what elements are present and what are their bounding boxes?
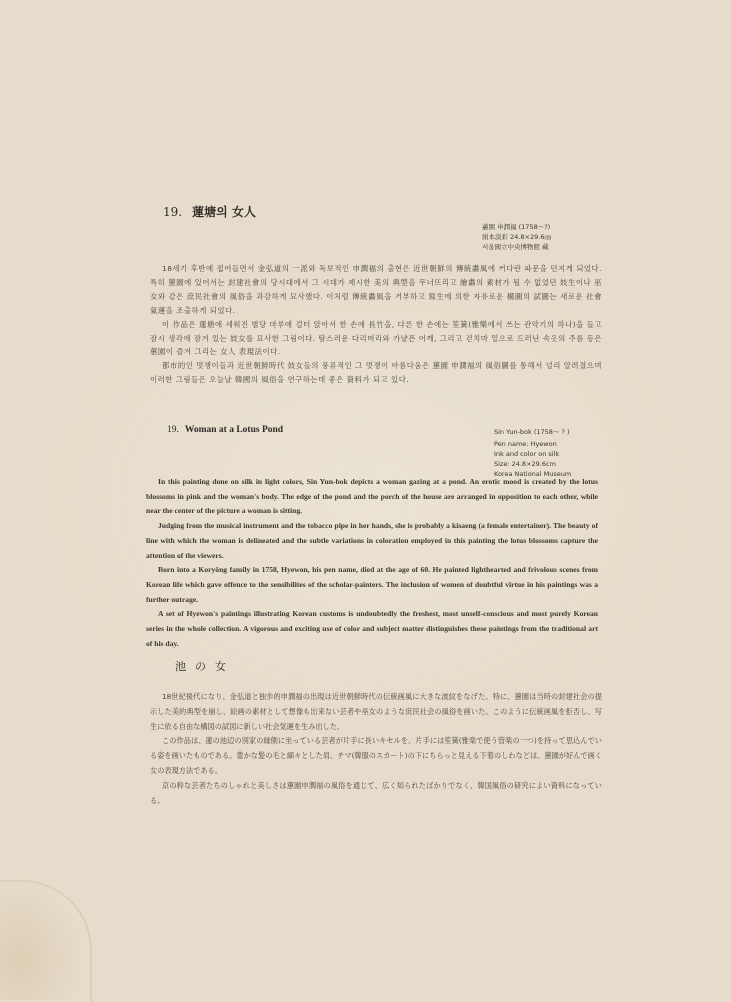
english-title-text: Woman at a Lotus Pond [184,425,284,435]
korean-title-number: 19. [163,205,183,219]
japanese-paragraph: 京の粋な芸者たちのしゃれと美しさは蕙園申潤福の風俗を通じて、広く知られたばかりでなく、韓国風俗の研究によい資料になっている。 [150,780,602,805]
japanese-paragraph: この作品は、蓮の池辺の別家の縁側に坐っている芸者が片手に長いキセルを、片手には笙簧(雅楽で使う管楽の一つ)を持って思込んでいる姿を画いたものである。豊かな髪の毛と細々とした肩、チマ(韓服のスカート)の下にちらっと見える下着のしわなどは、蕙園が好んで画く女の表現方法である。 [150,736,602,775]
english-credit-collection: Korea National Museum [494,470,572,478]
english-title-number: 19. [167,425,179,435]
japanese-paragraph: 18世紀後代になり、金弘道と独歩的申潤福の出現は近世朝鮮時代の伝統画風に大きな波紋をなげた。特に、蕙園は当時の封建社会の提示した美的典型を崩し、絵画の素材として想像も出来ない芸者や巫女のような庶民社会の風俗を画いた。このように伝統画風を拒否し、写生に依る自由な構図の試図に新しい社会気運を生み出した。 [150,692,602,731]
korean-credit-medium: 絹本淡彩 24.8×29.6㎝ [482,233,551,241]
korean-paragraph: 都市的인 멋쟁이들과 近世朝鮮時代 妓女들의 풍류적인 그 멋쟁이 아름다움은 蕙園 申潤福의 風俗圖를 통해서 널리 알려졌으며 이러한 그림들은 오늘날 韓國의 風俗을 연구하는데 좋은 資料가 되고 있다. [150,361,602,385]
korean-title [163,203,256,220]
english-credit-medium: Ink and color on silk [494,450,560,458]
water-stain [0,880,92,1002]
english-credit-pen-name: Pen name: Hyewon [494,440,557,448]
english-paragraph: Born into a Koryŏng family in 1758, Hyewon, his pen name, died at the age of 60. He painted lighthearted and frivolous scenes from Korean life which gave offence to the sensibilites of the scholar-painters. The inclusion of women of doubtful virtue in his paintings was a further outrage. [146,565,598,604]
korean-credits [482,222,551,252]
english-credits [494,427,571,479]
english-body [146,475,598,651]
korean-title-text: 蓮塘의 女人 [192,205,256,219]
korean-paragraph: 이 作品은 蓮塘에 세워진 별당 마루에 걸터 앉아서 한 손에 長竹을, 다른 한 손에는 笙簧(雅樂에서 쓰는 관악기의 하나)을 들고 잠시 생각에 잠겨 있는 妓女를 묘사한 그림이다. 탐스러운 다리머리와 가냘픈 어깨, 그리고 걷치마 밑으로 드러난 속옷의 주름 등은 蕙園이 즐겨 그리는 女人 表現法이다. [150,319,602,357]
english-paragraph: A set of Hyewon's paintings illustrating Korean customs is undoubtedly the freshest, most unself-conscious and most purely Korean series in the whole collection. A vigorous and exciting use of color and subject matter distinguishes these paintings from the traditional art of his day. [146,609,598,648]
english-credit-size: Size: 24.8×29.6cm [494,460,556,468]
korean-credit-artist: 蕙園 申潤福 (1758～?) [482,223,551,231]
english-title [167,425,283,435]
korean-body [150,262,602,387]
english-paragraph: Judging from the musical instrument and the tobacco pipe in her hands, she is probably a kisaeng (a female entertainer). The beauty of line with which the woman is delineated and the subtle variations in coloration employed in this painting the lotus blossoms capture the attention of the viewers. [146,521,598,560]
english-credit-artist: Sin Yun-bok (1758～ ? ) [494,428,570,436]
korean-paragraph: 18세기 후반에 접어들면서 金弘道의 一派와 독보적인 申潤福의 출현은 近世朝鮮의 傳統畵風에 커다란 파문을 던지게 되었다. 특히 蕙園에 있어서는 封建社會의 당시대에서 그 시대가 제시한 美의 典型을 무너뜨리고 繪畵의 素材가 될 수 없었던 妓生이나 巫女와 같은 庶民社會의 風俗을 과감하게 묘사했다. 이처럼 傳統畵風을 거부하고 寫生에 의한 자유로운 構圖의 試圖는 새로운 社會氣運을 조출하게 되었다. [150,264,602,315]
japanese-title: 池の女 [175,660,235,673]
english-paragraph: In this painting done on silk in light colors, Sin Yun-bok depicts a woman gazing at a pond. An erotic mood is created by the lotus blossoms in pink and the woman's body. The edge of the pond and the porch of the house are arranged in opposition to each other, while near the center of the picture a woman is sitting. [146,477,598,516]
korean-credit-collection: 서울國立中央博物館 藏 [482,243,549,251]
japanese-body [150,690,602,808]
